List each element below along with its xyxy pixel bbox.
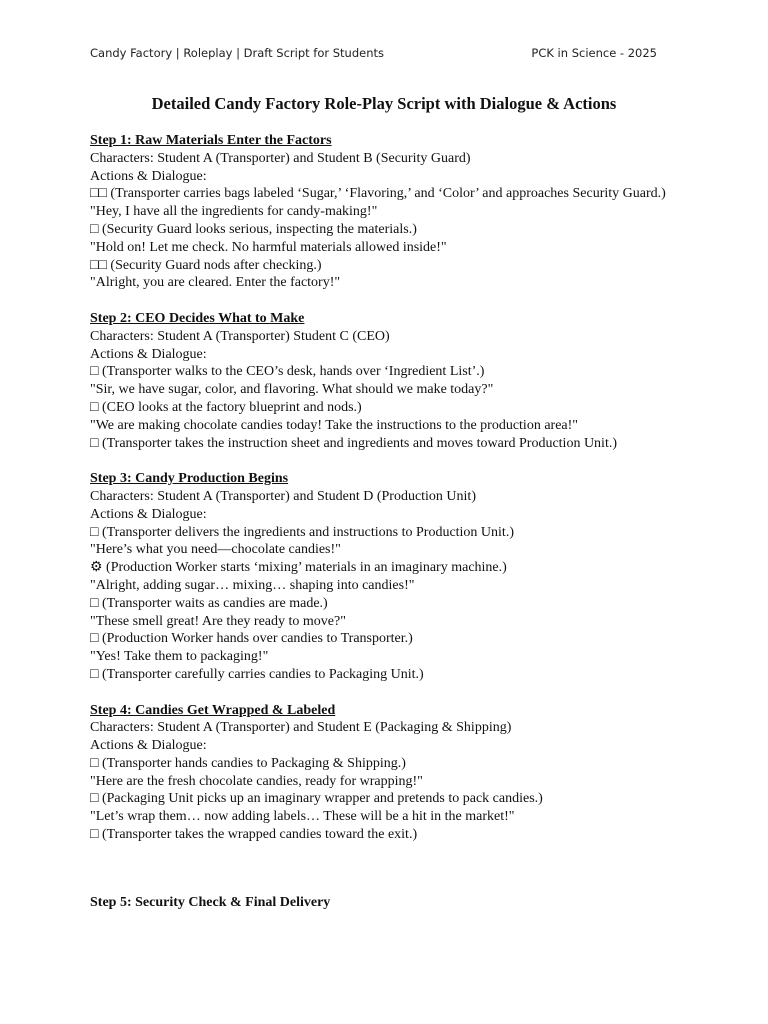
script-line: "We are making chocolate candies today! Take the instructions to the production area!"	[90, 417, 578, 433]
actions-label: Actions & Dialogue:	[90, 506, 207, 522]
actions-label: Actions & Dialogue:	[90, 346, 207, 362]
script-line: "Hold on! Let me check. No harmful materials allowed inside!"	[90, 239, 447, 255]
step-3-section	[90, 470, 690, 684]
script-line: "These smell great! Are they ready to move?"	[90, 613, 346, 629]
script-line: "Let’s wrap them… now adding labels… These will be a hit in the market!"	[90, 809, 515, 825]
script-line: "Sir, we have sugar, color, and flavoring. What should we make today?"	[90, 382, 494, 398]
step-heading: Step 1: Raw Materials Enter the Factors	[90, 133, 332, 148]
script-line: □ (CEO looks at the factory blueprint and nods.)	[90, 399, 362, 415]
script-line: □ (Transporter walks to the CEO’s desk, hands over ‘Ingredient List’.)	[90, 364, 485, 380]
characters-line: Characters: Student A (Transporter) and Student E (Packaging & Shipping)	[90, 720, 512, 736]
script-line: "Here’s what you need—chocolate candies!"	[90, 542, 341, 558]
script-line: □ (Packaging Unit picks up an imaginary wrapper and pretends to pack candies.)	[90, 791, 543, 807]
characters-line: Characters: Student A (Transporter) Student C (CEO)	[90, 328, 390, 344]
step-heading: Step 4: Candies Get Wrapped & Labeled	[90, 702, 336, 718]
actions-label: Actions & Dialogue:	[90, 738, 207, 754]
step-2-section	[90, 310, 690, 452]
step-heading: Step 2: CEO Decides What to Make	[90, 310, 305, 326]
step-5-heading: Step 5: Security Check & Final Delivery	[90, 895, 331, 910]
script-body	[90, 132, 690, 862]
step-heading: Step 3: Candy Production Begins	[90, 471, 289, 487]
script-line: "Here are the fresh chocolate candies, ready for wrapping!"	[90, 773, 423, 789]
script-line: □ (Production Worker hands over candies to Transporter.)	[90, 631, 413, 647]
script-line: □□ (Transporter carries bags labeled ‘Sugar,’ ‘Flavoring,’ and ‘Color’ and approaches Security Guard.)	[90, 186, 666, 202]
script-line: □ (Security Guard looks serious, inspecting the materials.)	[90, 221, 417, 237]
characters-line: Characters: Student A (Transporter) and Student D (Production Unit)	[90, 488, 476, 504]
document-title: Detailed Candy Factory Role-Play Script with Dialogue & Actions	[151, 94, 617, 113]
script-line: □ (Transporter takes the wrapped candies toward the exit.)	[90, 827, 418, 843]
script-line: □ (Transporter hands candies to Packaging & Shipping.)	[90, 755, 406, 771]
actions-label: Actions & Dialogue:	[90, 168, 207, 184]
script-line: "Alright, adding sugar… mixing… shaping into candies!"	[90, 577, 415, 593]
characters-line: Characters: Student A (Transporter) and Student B (Security Guard)	[90, 150, 471, 166]
script-line: "Alright, you are cleared. Enter the factory!"	[90, 275, 341, 291]
script-line: "Yes! Take them to packaging!"	[90, 649, 269, 665]
running-header-left: Candy Factory | Roleplay | Draft Script for Students	[90, 46, 385, 60]
script-line: □ (Transporter waits as candies are made.)	[90, 595, 328, 611]
script-line: □□ (Security Guard nods after checking.)	[90, 257, 322, 273]
script-line: "Hey, I have all the ingredients for candy-making!"	[90, 204, 378, 220]
step-1-section	[90, 132, 690, 292]
step-4-section	[90, 702, 690, 844]
script-line: ⚙ (Production Worker starts ‘mixing’ materials in an imaginary machine.)	[90, 560, 507, 576]
running-header-right: PCK in Science - 2025	[531, 46, 657, 60]
script-line: □ (Transporter carefully carries candies to Packaging Unit.)	[90, 666, 424, 682]
script-line: □ (Transporter takes the instruction sheet and ingredients and moves toward Production Unit.)	[90, 435, 618, 451]
script-line: □ (Transporter delivers the ingredients and instructions to Production Unit.)	[90, 524, 514, 540]
